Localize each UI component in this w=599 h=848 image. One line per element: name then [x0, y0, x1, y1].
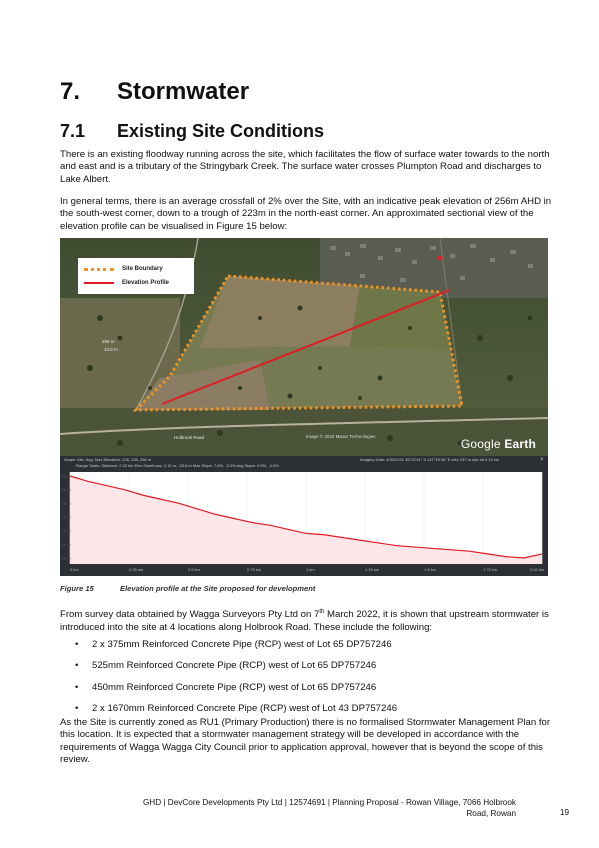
section-title: Stormwater — [117, 78, 250, 105]
profile-start-label-2: 13.8 m — [104, 347, 118, 352]
profile-x-tick-label: 0.5 km — [188, 567, 201, 572]
section-heading — [60, 78, 249, 106]
profile-info-bar — [60, 456, 548, 470]
subsection-number: 7.1 — [60, 121, 86, 141]
figure-caption — [60, 584, 315, 593]
paragraph-crossfall: In general terms, there is an average crossfall of 2% over the Site, with an indicative peak elevation of 256m AHD in the south-west corner, down to a trough of 223m in the north-east corner. An approximated sectional view of the elevation profile can be visualised in Figure 15 below: — [60, 196, 552, 232]
close-icon[interactable]: × — [540, 457, 544, 463]
list-item: • 2 x 375mm Reinforced Concrete Pipe (RCP) west of Lot 65 DP757246 — [75, 639, 392, 650]
profile-x-tick-label: 1.25 km — [365, 567, 380, 572]
profile-x-tick-label: 1 km — [306, 567, 315, 572]
footer-line1: GHD | DevCore Developments Pty Ltd | 12574691 | Planning Proposal - Rowan Village, 7066 Holbrook — [142, 798, 516, 807]
paragraph-floodway: There is an existing floodway running across the site, which facilitates the flow of surface water towards to the north and east and is a tributary of the Stringybark Creek. The surface water crosses Plumpton Road and discharges to Lake Albert. — [60, 149, 550, 185]
subsection-title: Existing Site Conditions — [117, 121, 325, 141]
section-number: 7. — [60, 78, 81, 105]
profile-y-tick-label: 245 m — [61, 501, 71, 506]
legend-item-profile — [84, 277, 169, 289]
legend-label-profile: Elevation Profile — [122, 280, 170, 286]
imagery-meta: Imagery Date: 4/30/2021 35°10'41" S 147°19'45" E elev 237 m eye alt 2.24 km — [360, 457, 500, 462]
boundary-swatch — [84, 268, 114, 271]
profile-x-tick-label: 0 km — [70, 567, 79, 572]
road-label: Holbrook Road — [174, 435, 205, 440]
profile-start-label: 256 m — [102, 339, 115, 344]
list-item: • 2 x 1670mm Reinforced Concrete Pipe (RCP) west of Lot 43 DP757246 — [75, 702, 398, 714]
subsection-heading — [60, 121, 324, 142]
profile-stats-line2: Range Totals: Distance: 2.02 km Elev Gain/Loss: 2.12 m, -33.6 m Max Slope: 7.6%, -5.2% Avg Slope: 0.5%, -2.0% — [76, 463, 279, 468]
figure-label: Figure 15 — [60, 584, 94, 593]
profile-y-tick-label: 230 m — [61, 542, 71, 547]
page-number: 19 — [560, 808, 570, 817]
profile-x-tick-label: 1.5 km — [424, 567, 437, 572]
footer-line2: Road, Rowan — [466, 809, 516, 818]
profile-stats-line1: Graph: Min, Avg, Max Elevation: 226, 238, 256 m — [64, 457, 152, 462]
profile-x-tick-label: 1.75 km — [483, 567, 498, 572]
list-item: • 450mm Reinforced Concrete Pipe (RCP) west of Lot 65 DP757246 — [75, 681, 377, 693]
profile-y-tick-label: 226 m — [61, 556, 71, 561]
profile-swatch — [84, 282, 114, 284]
list-item: • 525mm Reinforced Concrete Pipe (RCP) west of Lot 65 DP757246 — [75, 660, 377, 672]
profile-x-tick-label: 0.75 km — [247, 567, 262, 572]
paragraph-survey: From survey data obtained by Wagga Surveyors Pty Ltd on 7th March 2022, it is shown that upstream stormwater is introduced into the site at 4 locations along Holbrook Road. These include the following: — [60, 609, 549, 633]
legend-item-boundary — [84, 263, 163, 275]
legend-label-boundary: Site Boundary — [122, 266, 163, 272]
page-footer — [100, 797, 516, 819]
figure-caption-text: Elevation profile at the Site proposed for development — [120, 584, 316, 593]
profile-x-tick-label: 2.02 km — [530, 567, 545, 572]
google-earth-logo: Google Earth — [460, 437, 536, 451]
profile-y-tick-label: 256 m — [61, 474, 71, 479]
pipe-list — [60, 639, 397, 715]
paragraph-zoning: As the Site is currently zoned as RU1 (Primary Production) there is no formalised Stormwater Management Plan for this location. It is expected that a stormwater management strategy will be developed in accordance with the requirements of Wagga Wagga City Council prior to application approval, however that is beyond the scope of this review. — [60, 717, 551, 766]
profile-y-tick-label: 240 m — [61, 515, 71, 520]
profile-y-tick-label: 235 m — [61, 529, 71, 534]
imagery-copyright: Image © 2022 Maxar Technologies — [306, 434, 376, 439]
profile-y-tick-label: 250 m — [61, 488, 71, 493]
map-legend — [78, 258, 194, 294]
profile-x-tick-label: 0.25 km — [129, 567, 144, 572]
figure-elevation — [60, 238, 548, 576]
elevation-profile-chart — [60, 470, 548, 576]
